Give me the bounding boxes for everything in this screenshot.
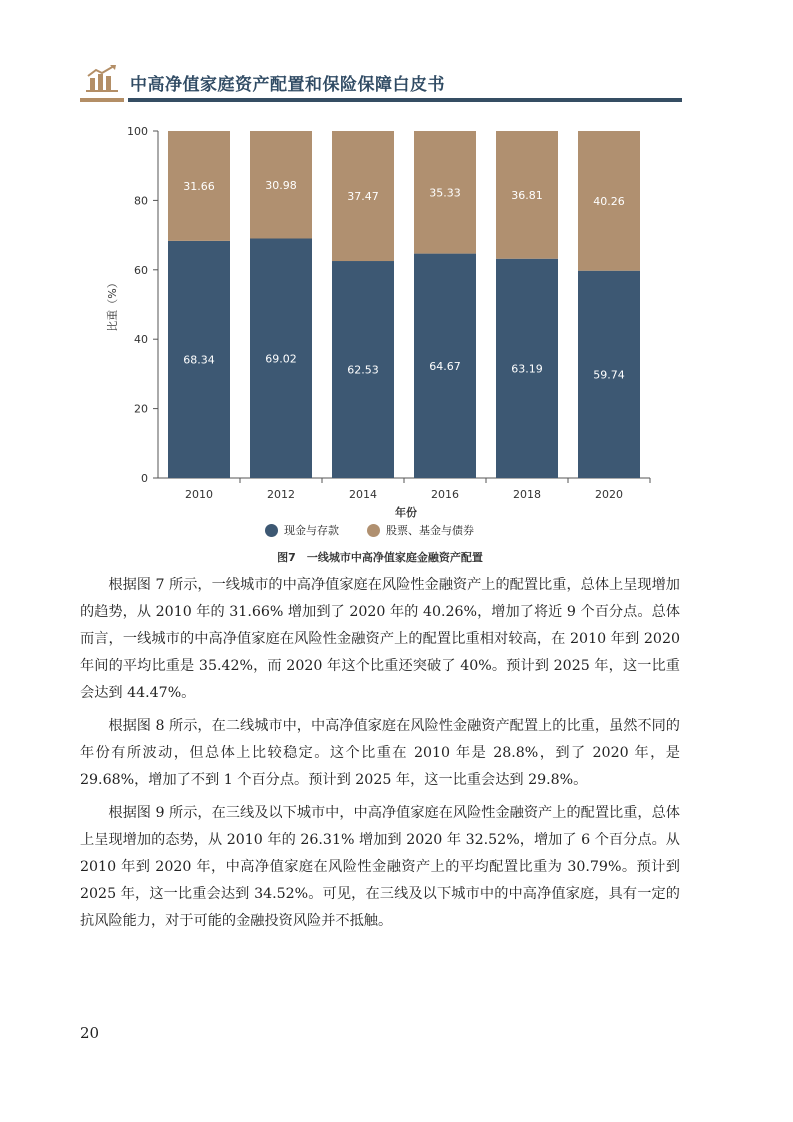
page-header (80, 58, 682, 106)
data-label: 31.66 (183, 179, 215, 193)
figure-caption: 图7 一线城市中高净值家庭金融资产配置 (277, 551, 483, 564)
x-tick-label: 2014 (349, 488, 377, 501)
x-axis-title: 年份 (395, 506, 417, 519)
paragraph-3: 根据图 9 所示，在三线及以下城市中，中高净值家庭在风险性金融资产上的配置比重，总体上呈现增加的态势，从 2010 年的 26.31% 增加到 2020 年 32.52%，增加了 6 个百分点。从 2010 年到 2020 年，中高净值家庭在风险性金融资产上的平均配置比重为 30.79%。预计到 2025 年，这一比重会达到 34.52%。可见，在三线及以下城市中的中高净值家庭，具有一定的抗风险能力，对于可能的金融投资风险并不抵触。 (80, 805, 680, 929)
body-text (80, 572, 680, 941)
legend-label-securities: 股票、基金与债券 (386, 524, 474, 537)
x-tick-label: 2016 (431, 488, 459, 501)
y-tick-label: 100 (127, 125, 148, 138)
y-axis-title: 比重（%） (106, 277, 119, 332)
bar-chart-trend-icon (86, 64, 120, 92)
y-tick-label: 40 (134, 333, 148, 347)
chart-legend (265, 522, 525, 542)
data-label: 40.26 (593, 194, 625, 208)
data-label: 59.74 (593, 368, 625, 382)
y-tick-label: 60 (134, 263, 148, 277)
paragraph-2: 根据图 8 所示，在二线城市中，中高净值家庭在风险性金融资产配置上的比重，虽然不同的年份有所波动，但总体上比较稳定。这个比重在 2010 年是 28.8%，到了 2020 年，是 29.68%，增加了不到 1 个百分点。预计到 2025 年，这一比重会达到 29.8%。 (80, 718, 680, 788)
header-rule (128, 98, 682, 102)
data-label: 35.33 (429, 186, 461, 200)
legend-item-cash (265, 522, 339, 538)
data-label: 68.34 (183, 353, 215, 367)
x-tick-label: 2018 (513, 488, 541, 501)
data-label: 30.98 (265, 178, 297, 192)
x-tick-label: 2012 (267, 488, 295, 501)
data-label: 62.53 (347, 363, 379, 377)
data-label: 69.02 (265, 352, 297, 366)
y-tick-label: 0 (141, 472, 148, 485)
legend-item-securities (367, 522, 474, 538)
y-tick-label: 80 (134, 194, 148, 208)
y-tick-label: 20 (134, 402, 148, 416)
data-label: 36.81 (511, 188, 543, 202)
document-title: 中高净值家庭资产配置和保险保障白皮书 (130, 75, 445, 95)
header-rule-accent (80, 98, 124, 102)
figure-7-chart (100, 120, 660, 580)
legend-label-cash: 现金与存款 (284, 524, 339, 537)
data-label: 37.47 (347, 190, 379, 204)
x-tick-label: 2020 (595, 488, 623, 501)
legend-swatch-securities (367, 524, 380, 537)
paragraph-1: 根据图 7 所示，一线城市的中高净值家庭在风险性金融资产上的配置比重，总体上呈现增加的趋势，从 2010 年的 31.66% 增加到了 2020 年的 40.26%，增加了将近 9 个百分点。总体而言，一线城市的中高净值家庭在风险性金融资产上的配置比重相对较高，在 2010 年到 2020 年间的平均比重是 35.42%，而 2020 年这个比重还突破了 40%。预计到 2025 年，这一比重会达到 44.47%。 (80, 577, 680, 701)
page-number: 20 (80, 1024, 100, 1042)
x-tick-label: 2010 (185, 488, 213, 501)
data-label: 63.19 (511, 362, 543, 376)
stacked-bar-chart (100, 120, 660, 520)
data-label: 64.67 (429, 359, 461, 373)
legend-swatch-cash (265, 524, 278, 537)
